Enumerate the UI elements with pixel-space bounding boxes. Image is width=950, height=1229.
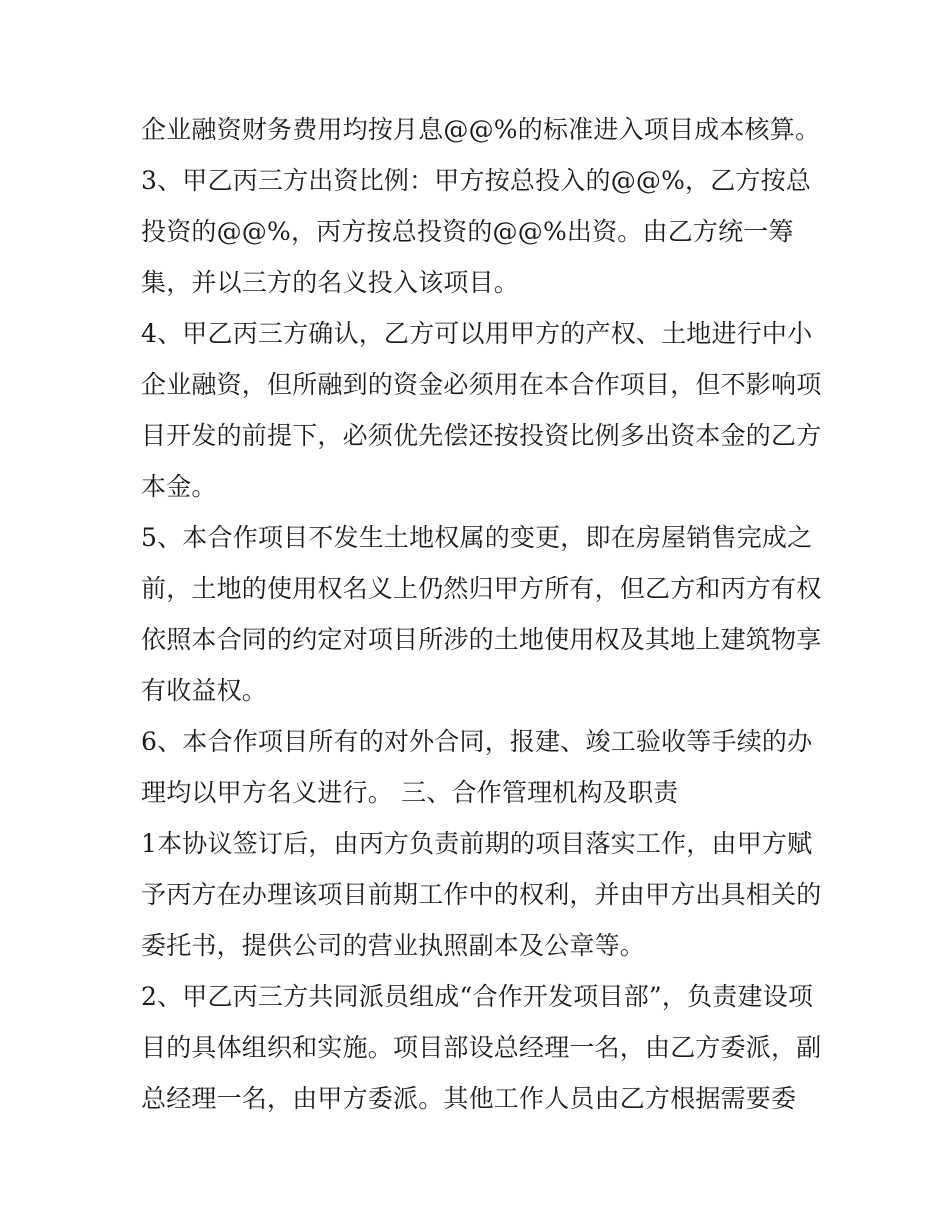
text-line: 总经理一名，由甲方委派。其他工作人员由乙方根据需要委 [141,1084,797,1113]
text-line: 理均以甲方名义进行。 三、合作管理机构及职责 [141,778,679,807]
text-line: 依照本合同的约定对项目所涉的土地使用权及其地上建筑物享 [141,625,822,654]
document-body [141,108,821,1128]
text-line: 企业融资，但所融到的资金必须用在本合作项目，但不影响项 [141,370,822,399]
text-line: 投资的@@%，丙方按总投资的@@%出资。由乙方统一筹 [141,217,794,246]
text-line: 6、本合作项目所有的对外合同，报建、竣工验收等手续的办 [141,727,813,756]
text-line: 予丙方在办理该项目前期工作中的权利，并由甲方出具相关的 [141,880,822,909]
text-line: 企业融资财务费用均按月息@@%的标准进入项目成本核算。 [141,115,821,144]
text-line: 3、甲乙丙三方出资比例：甲方按总投入的@@%，乙方按总 [141,166,812,195]
text-line: 2、甲乙丙三方共同派员组成“合作开发项目部”，负责建设项 [141,982,814,1011]
text-line: 委托书，提供公司的营业执照副本及公章等。 [141,931,646,960]
text-line: 5、本合作项目不发生土地权属的变更，即在房屋销售完成之 [141,523,813,552]
text-line: 有收益权。 [141,676,268,705]
text-line: 1本协议签订后，由丙方负责前期的项目落实工作，由甲方赋 [141,829,813,858]
text-line: 集，并以三方的名义投入该项目。 [141,268,520,297]
text-line: 目开发的前提下，必须优先偿还按投资比例多出资本金的乙方 [141,421,822,450]
text-line: 本金。 [141,472,217,501]
text-line: 前，土地的使用权名义上仍然归甲方所有，但乙方和丙方有权 [141,574,822,603]
text-line: 4、甲乙丙三方确认，乙方可以用甲方的产权、土地进行中小 [141,319,813,348]
text-line: 目的具体组织和实施。项目部设总经理一名，由乙方委派，副 [141,1033,822,1062]
